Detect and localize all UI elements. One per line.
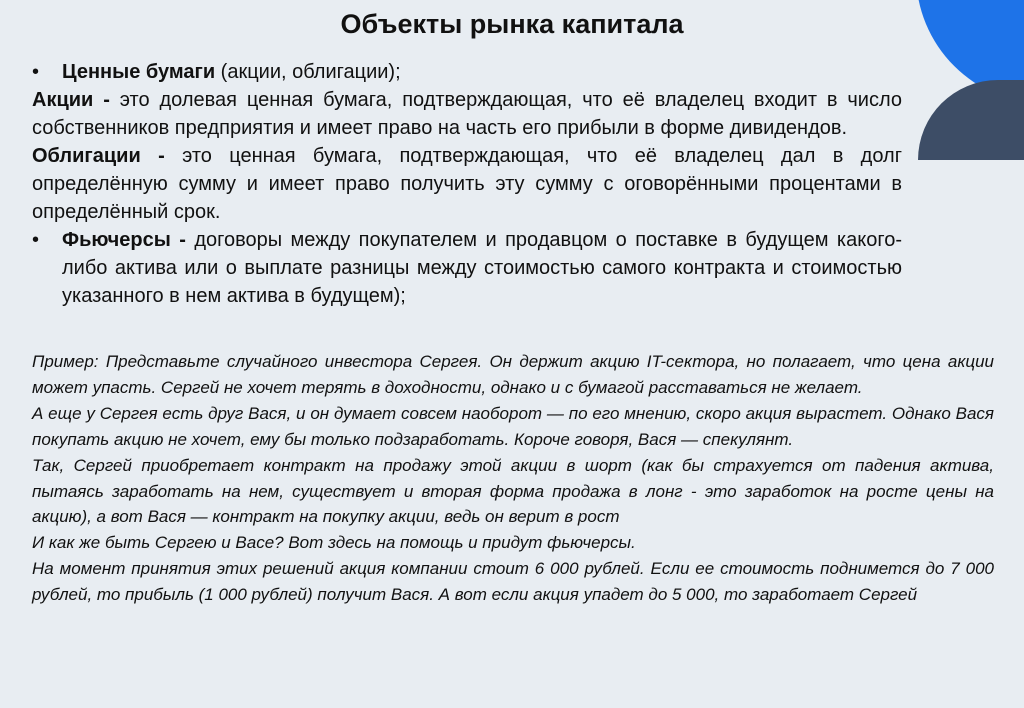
example-block (32, 349, 994, 608)
bullet-icon: • (32, 229, 40, 251)
term-futures: Фьючерсы - (62, 229, 195, 251)
example-paragraph-2: А еще у Сергея есть друг Вася, и он думает совсем наоборот — по его мнению, скоро акция вырастет. Однако Вася покупать акцию не хочет, ему бы только подзаработать. Короче говоря, Вася — спекулянт. (32, 403, 994, 449)
term-stocks: Акции - (32, 89, 120, 111)
bullet-item-securities (32, 58, 902, 86)
term-securities: Ценные бумаги (62, 61, 216, 83)
decorative-slate-shape (918, 80, 1024, 160)
definition-stocks (32, 86, 902, 142)
bullet-text (62, 58, 902, 86)
example-paragraph-3: Так, Сергей приобретает контракт на продажу этой акции в шорт (как бы страхуется от падения актива, пытаясь заработать на нем, существует и вторая форма продажа в лонг - это заработок на росте цены на акцию), а вот Вася — контракт на покупку акции, ведь он верит в рост (32, 455, 994, 527)
bullet-icon: • (32, 61, 40, 83)
slide-title: Объекты рынка капитала (340, 9, 684, 39)
stocks-description: это долевая ценная бумага, подтверждающая, что её владелец входит в число собственников предприятия и имеет право на часть его прибыли в форме дивидендов. (32, 89, 902, 139)
example-paragraph-4: И как же быть Сергею и Васе? Вот здесь на помощь и придут фьючерсы. (32, 533, 636, 553)
term-bonds: Облигации - (32, 145, 183, 167)
bonds-description: это ценная бумага, подтверждающая, что её владелец дал в долг определённую сумму и имеет право получить эту сумму с оговорёнными процентами в определённый срок. (32, 145, 902, 223)
bullet-item-futures (32, 226, 902, 310)
definitions-block (32, 58, 902, 310)
securities-description: (акции, облигации); (215, 61, 401, 83)
example-paragraph-1: Пример: Представьте случайного инвестора Сергея. Он держит акцию IT-сектора, но полагает, что цена акции может упасть. Сергей не хочет терять в доходности, однако и с бумагой расставаться не желает. (32, 352, 994, 397)
example-paragraph-5: На момент принятия этих решений акция компании стоит 6 000 рублей. Если ее стоимость поднимется до 7 000 рублей, то прибыль (1 000 рублей) получит Вася. А вот если акция упадет до 5 000, то заработает Сергей (32, 559, 994, 605)
futures-description: договоры между покупателем и продавцом о поставке в будущем какого-либо актива или о выплате разницы между стоимостью самого контракта и стоимостью указанного в нем актива в будущем); (62, 229, 902, 307)
definition-bonds (32, 142, 902, 226)
bullet-text (62, 226, 902, 310)
